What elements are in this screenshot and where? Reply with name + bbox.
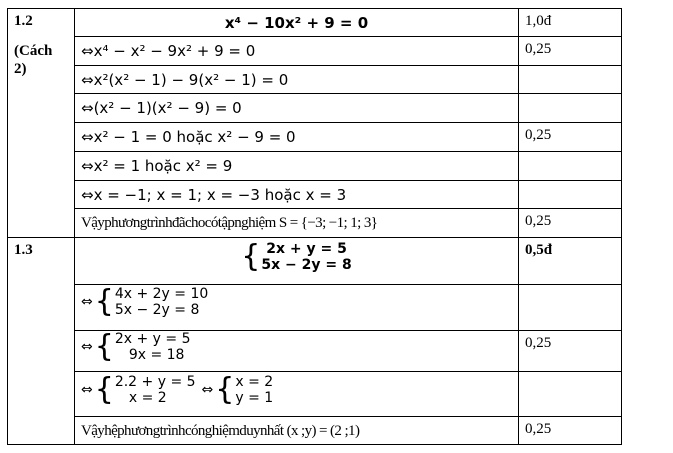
left-brace-icon: { [94,372,114,407]
left-brace-icon: { [241,239,261,274]
system-equation: x = 2 [235,374,274,390]
solution-step: ⇔(x² − 1)(x² − 9) = 0 [75,94,519,123]
equivalence-arrow: ⇔ [81,294,93,310]
score-cell: 1,0đ [519,9,622,37]
solution-step: ⇔x² − 1 = 0 hoặc x² − 9 = 0 [75,123,519,152]
table-row [8,123,622,152]
table-row [8,181,622,209]
table-row [8,285,622,331]
solution-step: ⇔x = −1; x = 1; x = −3 hoặc x = 3 [75,181,519,209]
equivalence-arrow: ⇔ [81,382,93,398]
score-cell [519,181,622,209]
score-cell [519,66,622,94]
score-cell [519,372,622,417]
table-row [8,152,622,181]
solution-step [75,372,519,417]
system-heading [75,238,519,285]
table-row [8,238,622,285]
table-row [8,331,622,372]
solution-step: ⇔x²(x² − 1) − 9(x² − 1) = 0 [75,66,519,94]
system-equation: 5x − 2y = 8 [114,302,200,318]
score-cell [519,152,622,181]
table-row [8,37,622,66]
score-cell [519,94,622,123]
solution-step: ⇔x⁴ − x² − 9x² + 9 = 0 [75,37,519,66]
method-label: (Cách 2) [14,43,53,77]
solution-step [75,331,519,372]
score-cell [519,285,622,331]
conclusion-text: Vậyhệphươngtrìnhcónghiệmduynhất (x ;y) = (2 ;1) [75,417,519,445]
equation-heading: x⁴ − 10x² + 9 = 0 [75,9,519,37]
problem-label-cell [8,238,75,445]
score-cell: 0,5đ [519,238,622,285]
score-cell: 0,25 [519,417,622,445]
score-cell: 0,25 [519,123,622,152]
system-equation: 4x + 2y = 10 [114,286,209,302]
score-cell: 0,25 [519,209,622,238]
conclusion-text: Vậyphươngtrìnhđãchocótậpnghiệm S = {−3; −1; 1; 3} [75,209,519,238]
score-cell: 0,25 [519,331,622,372]
solution-table [7,8,622,445]
problem-number: 1.3 [14,242,33,258]
solution-step: ⇔x² = 1 hoặc x² = 9 [75,152,519,181]
system-equation: y = 1 [235,390,274,406]
left-brace-icon: { [94,284,114,319]
equivalence-arrow: ⇔ [81,339,93,355]
table-row [8,209,622,238]
system-equation: 2.2 + y = 5 [114,374,196,390]
table-row [8,372,622,417]
problem-number: 1.2 [14,13,33,29]
table-row [8,94,622,123]
system-equation: 9x = 18 [128,347,185,363]
table-row [8,66,622,94]
system-equation: 2x + y = 5 [266,241,347,257]
table-row [8,417,622,445]
system-equation: 5x − 2y = 8 [261,257,352,273]
score-cell: 0,25 [519,37,622,66]
left-brace-icon: { [215,372,235,407]
left-brace-icon: { [94,329,114,364]
equivalence-arrow: ⇔ [201,382,214,398]
table-row [8,9,622,37]
solution-step [75,285,519,331]
system-equation: x = 2 [128,390,167,406]
system-equation: 2x + y = 5 [114,331,191,347]
problem-label-cell [8,9,75,238]
